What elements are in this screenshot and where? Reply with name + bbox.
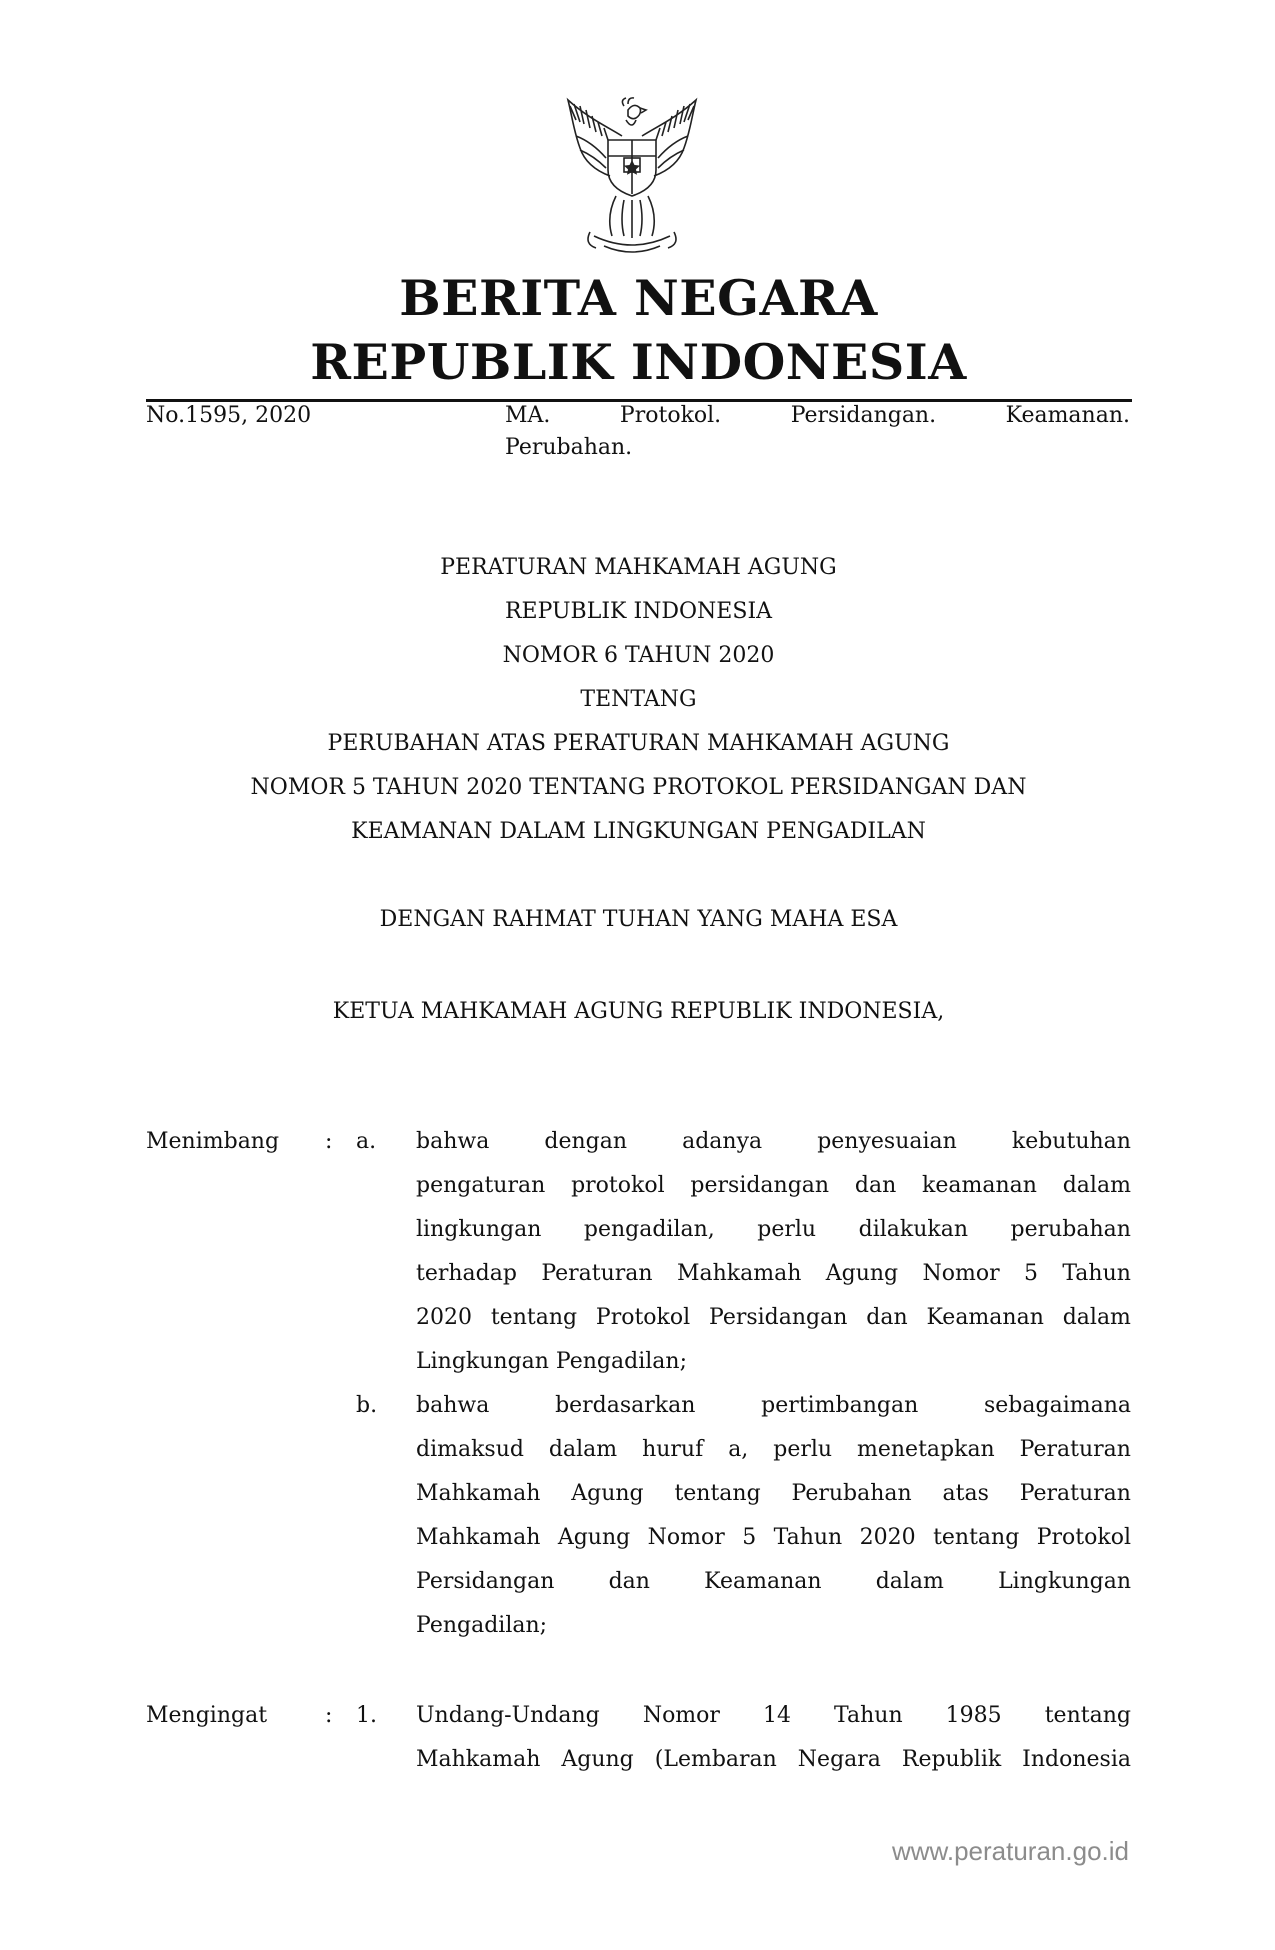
- justified-line: [416, 1694, 1131, 1738]
- topic-keyword: Protokol.: [619, 403, 722, 428]
- word: dan: [854, 1173, 897, 1198]
- garuda-emblem: [554, 96, 710, 266]
- justified-line: [416, 1428, 1131, 1472]
- title-line: NOMOR 5 TAHUN 2020 TENTANG PROTOKOL PERSIDANGAN DAN: [250, 775, 1027, 800]
- word: Perubahan: [791, 1481, 912, 1506]
- word: adanya: [682, 1129, 763, 1154]
- menimbang-label: Menimbang: [146, 1129, 280, 1154]
- word: Agung: [561, 1747, 634, 1772]
- word: 2020: [416, 1305, 472, 1330]
- mengingat-colon: :: [325, 1703, 333, 1728]
- gazette-number: No.1595, 2020: [146, 403, 312, 428]
- word: pengaturan: [416, 1173, 546, 1198]
- word: huruf: [642, 1437, 704, 1462]
- word: Keamanan: [704, 1569, 822, 1594]
- word: perlu: [773, 1437, 833, 1462]
- word: bahwa: [416, 1393, 490, 1418]
- word: Nomor: [642, 1703, 720, 1728]
- title-line: NOMOR 6 TAHUN 2020: [502, 643, 775, 668]
- word: Peraturan: [1019, 1437, 1131, 1462]
- word: dilakukan: [858, 1217, 968, 1242]
- word: Undang-Undang: [416, 1703, 600, 1728]
- word: Negara: [797, 1747, 881, 1772]
- item-marker: b.: [356, 1393, 378, 1418]
- menimbang-colon: :: [325, 1129, 333, 1154]
- word: tentang: [1044, 1703, 1131, 1728]
- justified-line: [416, 1738, 1131, 1782]
- word: lingkungan: [416, 1217, 542, 1242]
- justified-line: [416, 1208, 1131, 1252]
- word: Nomor: [647, 1525, 725, 1550]
- title-line: REPUBLIK INDONESIA: [504, 599, 773, 624]
- topic-keyword: Keamanan.: [1005, 403, 1130, 428]
- word: 2020: [859, 1525, 916, 1550]
- word: Mahkamah: [416, 1525, 541, 1550]
- item-marker: a.: [356, 1129, 377, 1154]
- word: perlu: [757, 1217, 817, 1242]
- word: Lingkungan: [998, 1569, 1131, 1594]
- topic-keyword: Perubahan.: [505, 435, 633, 460]
- word: 5: [742, 1525, 757, 1550]
- masthead-title: BERITA NEGARA: [399, 269, 878, 327]
- mengingat-label: Mengingat: [146, 1703, 268, 1728]
- topic-keyword: Persidangan.: [790, 403, 937, 428]
- word: (Lembaran: [654, 1747, 777, 1772]
- justified-line: [416, 1472, 1131, 1516]
- word: Tahun: [834, 1703, 903, 1728]
- word: Agung: [825, 1261, 899, 1286]
- word: Peraturan: [1019, 1481, 1131, 1506]
- word: Mahkamah: [416, 1747, 541, 1772]
- word: protokol: [571, 1173, 665, 1198]
- word: tentang: [490, 1305, 578, 1330]
- word: dan: [608, 1569, 650, 1594]
- word: perubahan: [1010, 1217, 1131, 1242]
- topic-keyword: MA.: [505, 403, 551, 428]
- word: sebagaimana: [983, 1393, 1131, 1418]
- word: dalam: [1062, 1173, 1131, 1198]
- gazette-topics: [505, 400, 1130, 464]
- issuer-line: KETUA MAHKAMAH AGUNG REPUBLIK INDONESIA,: [332, 999, 945, 1024]
- word: Agung: [571, 1481, 644, 1506]
- menimbang-item-b: [416, 1384, 1131, 1648]
- word: atas: [942, 1481, 989, 1506]
- word: 5: [1023, 1261, 1038, 1286]
- source-url[interactable]: www.peraturan.go.id: [891, 1836, 1129, 1866]
- word: berdasarkan: [555, 1393, 696, 1418]
- justified-line: [416, 1164, 1131, 1208]
- regulation-title: [146, 546, 1131, 854]
- word: dimaksud: [416, 1437, 524, 1462]
- word: 14: [762, 1703, 791, 1728]
- title-line: PERUBAHAN ATAS PERATURAN MAHKAMAH AGUNG: [327, 731, 950, 756]
- word: terhadap: [416, 1261, 517, 1286]
- word: Protokol: [1036, 1525, 1131, 1550]
- word: Keamanan: [926, 1305, 1044, 1330]
- word: dalam: [548, 1437, 618, 1462]
- word: tentang: [674, 1481, 761, 1506]
- invocation: DENGAN RAHMAT TUHAN YANG MAHA ESA: [379, 907, 898, 932]
- word: Republik: [901, 1747, 1002, 1772]
- justified-line: [416, 1384, 1131, 1428]
- word: Mahkamah: [416, 1481, 541, 1506]
- word: kebutuhan: [1011, 1129, 1131, 1154]
- word: bahwa: [416, 1129, 490, 1154]
- word: 1985: [945, 1703, 1002, 1728]
- last-line: Lingkungan Pengadilan;: [416, 1349, 687, 1374]
- menimbang-item-a: [416, 1120, 1131, 1384]
- word: dan: [866, 1305, 908, 1330]
- word: Persidangan: [416, 1569, 555, 1594]
- word: Mahkamah: [676, 1261, 802, 1286]
- justified-line: [416, 1120, 1131, 1164]
- word: Indonesia: [1022, 1747, 1131, 1772]
- item-marker: 1.: [356, 1703, 377, 1728]
- word: tentang: [933, 1525, 1020, 1550]
- justified-line: [416, 1296, 1131, 1340]
- word: pertimbangan: [761, 1393, 919, 1418]
- word: Protokol: [595, 1305, 691, 1330]
- masthead-subtitle: REPUBLIK INDONESIA: [310, 333, 967, 391]
- title-line: KEAMANAN DALAM LINGKUNGAN PENGADILAN: [351, 819, 926, 844]
- mengingat-item-1: [416, 1694, 1131, 1782]
- word: keamanan: [922, 1173, 1037, 1198]
- word: penyesuaian: [817, 1129, 957, 1154]
- word: Tahun: [1062, 1261, 1131, 1286]
- word: dengan: [544, 1129, 628, 1154]
- word: Agung: [557, 1525, 631, 1550]
- last-line: Pengadilan;: [416, 1613, 548, 1638]
- justified-line: [416, 1252, 1131, 1296]
- title-line: TENTANG: [580, 687, 697, 712]
- word: Peraturan: [541, 1261, 653, 1286]
- justified-line: [416, 1516, 1131, 1560]
- word: Persidangan: [709, 1305, 848, 1330]
- word: Tahun: [773, 1525, 843, 1550]
- word: Nomor: [922, 1261, 1000, 1286]
- word: pengadilan,: [583, 1217, 715, 1242]
- word: menetapkan: [857, 1437, 995, 1462]
- word: persidangan: [690, 1173, 830, 1198]
- word: dalam: [875, 1569, 944, 1594]
- justified-line: [416, 1560, 1131, 1604]
- word: a,: [728, 1437, 749, 1462]
- title-line: PERATURAN MAHKAMAH AGUNG: [440, 555, 837, 580]
- word: dalam: [1062, 1305, 1131, 1330]
